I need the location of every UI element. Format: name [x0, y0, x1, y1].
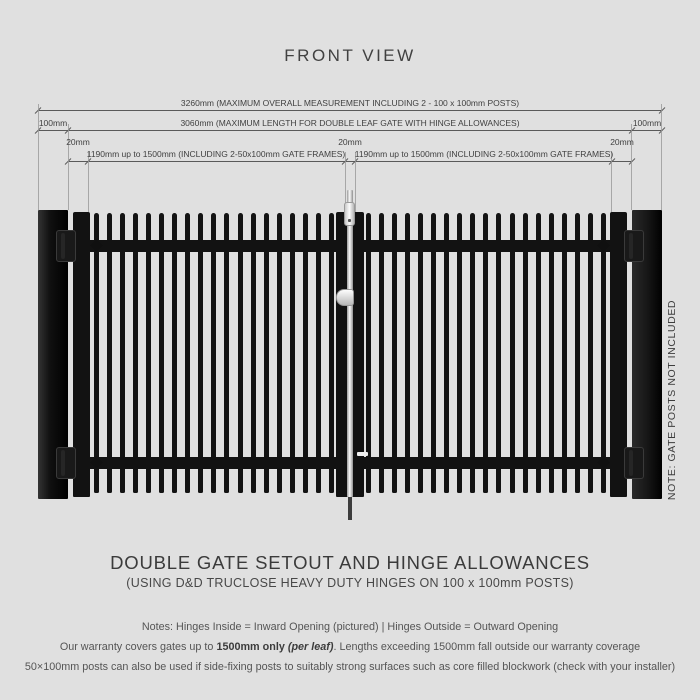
dim-leaf-right-label: 1190mm up to 1500mm (INCLUDING 2-50x100mm GATE FRAMES) [354, 149, 614, 159]
hinge-bottom-left-icon [56, 447, 76, 479]
drop-bolt-rod [347, 190, 353, 497]
gate-slat [431, 213, 436, 493]
gate-slat [94, 213, 99, 493]
gate-slat [316, 213, 321, 493]
hinge-top-right-icon [624, 230, 644, 262]
gate-slat [303, 213, 308, 493]
footer-note-opening: Notes: Hinges Inside = Inward Opening (pictured) | Hinges Outside = Outward Opening [141, 621, 559, 633]
gate-slat [238, 213, 243, 493]
gate-slat [198, 213, 203, 493]
right-leaf-bottom-rail [352, 457, 627, 469]
gate-slat [185, 213, 190, 493]
dimension-line-leaves [65, 159, 635, 165]
gate-slat [120, 213, 125, 493]
drop-bolt-pin [348, 497, 352, 520]
gate-slat [224, 213, 229, 493]
gate-slat [366, 213, 371, 493]
hinge-top-left-icon [56, 230, 76, 262]
page-title: FRONT VIEW [284, 46, 416, 65]
gate-slat [405, 213, 410, 493]
gate-slat [251, 213, 256, 493]
gate-slat [107, 213, 112, 493]
gate-slat [159, 213, 164, 493]
drop-bolt-handle-icon [336, 289, 354, 306]
gate-slat [211, 213, 216, 493]
right-leaf-top-rail [352, 240, 627, 252]
left-leaf-bottom-rail [73, 457, 348, 469]
gate-slat [172, 213, 177, 493]
footer-subheading: (USING D&D TRUCLOSE HEAVY DUTY HINGES ON 100 x 100mm POSTS) [126, 576, 574, 590]
left-leaf-slats [94, 213, 334, 493]
gate-slat [496, 213, 501, 493]
gate-slat [392, 213, 397, 493]
gate-posts-note: NOTE: GATE POSTS NOT INCLUDED [666, 299, 678, 501]
gate-slat [264, 213, 269, 493]
gate-slat [290, 213, 295, 493]
dim-hinge-center-label: 20mm [338, 137, 362, 147]
warranty-bold-italic-text: (per leaf) [284, 641, 334, 653]
gate-slat [523, 213, 528, 493]
gate-slat [133, 213, 138, 493]
gate-slat [329, 213, 334, 493]
gate-slat [536, 213, 541, 493]
gate-slat [146, 213, 151, 493]
dim-leaf-left-label: 1190mm up to 1500mm (INCLUDING 2-50x100mm GATE FRAMES) [86, 149, 346, 159]
gate-slat [379, 213, 384, 493]
latch-keeper-icon [357, 452, 368, 456]
drop-bolt-guide-icon [344, 202, 355, 226]
footer-note-warranty [0, 641, 700, 653]
gate-slat [457, 213, 462, 493]
gate-slat [588, 213, 593, 493]
dim-overall-label: 3260mm (MAXIMUM OVERALL MEASUREMENT INCLUDING 2 - 100 x 100mm POSTS) [180, 98, 520, 108]
gate-slat [483, 213, 488, 493]
dim-post-right-label: 100mm [632, 118, 662, 128]
dimension-line-double-leaf [35, 128, 665, 134]
gate-slat [277, 213, 282, 493]
dim-double-leaf-label: 3060mm (MAXIMUM LENGTH FOR DOUBLE LEAF GATE WITH HINGE ALLOWANCES) [180, 118, 520, 128]
gate-slat [510, 213, 515, 493]
gate-slat [418, 213, 423, 493]
right-leaf-slats [366, 213, 606, 493]
dim-post-left-label: 100mm [38, 118, 68, 128]
warranty-text-suffix: . Lengths exceeding 1500mm fall outside our warranty coverage [333, 641, 641, 653]
warranty-bold-text: 1500mm only [216, 641, 285, 653]
hinge-bottom-right-icon [624, 447, 644, 479]
gate-slat [562, 213, 567, 493]
warranty-text: Our warranty covers gates up to [59, 641, 217, 653]
dim-hinge-right-label: 20mm [610, 137, 634, 147]
gate-slat [549, 213, 554, 493]
left-leaf-top-rail [73, 240, 348, 252]
dimension-line-overall [35, 108, 665, 114]
dim-hinge-left-label: 20mm [66, 137, 90, 147]
gate-slat [444, 213, 449, 493]
gate-slat [470, 213, 475, 493]
gate-slat [575, 213, 580, 493]
footer-heading: DOUBLE GATE SETOUT AND HINGE ALLOWANCES [110, 552, 590, 573]
gate-slat [601, 213, 606, 493]
footer-note-posts: 50×100mm posts can also be used if side-fixing posts to suitably strong surfaces such as core filled blockwork (check with your installer) [24, 661, 676, 673]
